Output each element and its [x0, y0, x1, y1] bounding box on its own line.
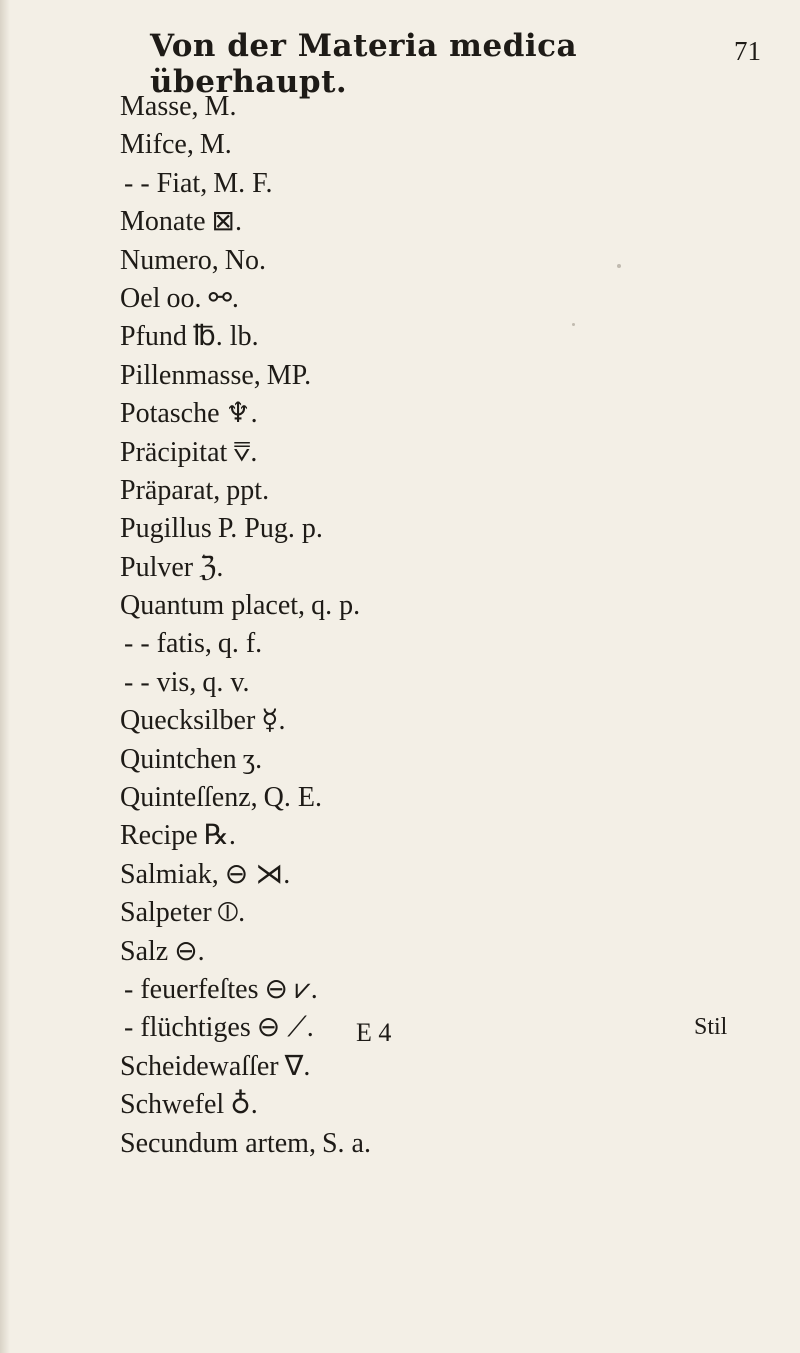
list-item: [120, 625, 720, 663]
list-item: [120, 971, 720, 1009]
entry-abbreviation: ʒ.: [242, 743, 263, 775]
list-item: [120, 357, 720, 395]
list-item: [120, 1125, 720, 1163]
list-item: [120, 741, 720, 779]
entry-term: Salpeter: [120, 897, 212, 929]
list-item: [120, 779, 720, 817]
entry-abbreviation: ⦶.: [217, 897, 246, 929]
list-item: [120, 318, 720, 356]
list-item: [120, 587, 720, 625]
list-item: [120, 203, 720, 241]
entry-abbreviation: ∇.: [284, 1050, 311, 1082]
entry-term: - - vis,: [124, 666, 197, 698]
page-number: 71: [734, 36, 761, 66]
abbreviation-list: [120, 88, 720, 1163]
entry-term: Potasche: [120, 398, 220, 430]
entry-term: Präparat,: [120, 474, 221, 506]
entry-term: Mifce,: [120, 129, 194, 161]
entry-term: Quintchen: [120, 743, 237, 775]
entry-term: Pfund: [120, 321, 187, 353]
entry-term: Pugillus: [120, 513, 212, 545]
entry-term: Pulver: [120, 551, 194, 583]
entry-term: Masse,: [120, 91, 199, 122]
list-item: [120, 242, 720, 280]
entry-term: Recipe: [120, 820, 198, 852]
list-item: [120, 894, 720, 932]
entry-abbreviation: ℨ.: [199, 551, 224, 583]
list-item: [120, 664, 720, 702]
list-item: [120, 933, 720, 971]
entry-term: Salmiak,: [120, 858, 219, 890]
entry-term: - feuerfeſtes: [124, 973, 259, 1005]
entry-abbreviation: oo. ⚯.: [166, 282, 239, 314]
ink-speck: [572, 323, 575, 326]
entry-term: Oel: [120, 282, 161, 314]
entry-abbreviation: ⊠.: [211, 206, 242, 238]
list-item: [120, 280, 720, 318]
entry-abbreviation: ♁.: [230, 1089, 258, 1121]
entry-abbreviation: ⊖ ⩗.: [264, 973, 318, 1005]
running-head: Von der Materia medica überhaupt.: [150, 28, 578, 100]
list-item: [120, 126, 720, 164]
entry-abbreviation: ⩢.: [233, 436, 258, 468]
signature-mark: E 4: [356, 1018, 392, 1047]
entry-abbreviation: P. Pug. p.: [217, 513, 323, 545]
list-item: [120, 472, 720, 510]
list-item: [120, 702, 720, 740]
list-item: [120, 395, 720, 433]
entry-abbreviation: ⊖.: [174, 935, 205, 967]
entry-term: Secundum artem,: [120, 1127, 316, 1159]
entry-term: Schwefel: [120, 1089, 225, 1121]
ink-speck: [617, 264, 621, 268]
entry-abbreviation: q. p.: [311, 590, 361, 622]
entry-abbreviation: M.: [204, 91, 237, 122]
entry-term: - flüchtiges: [124, 1012, 251, 1044]
entry-abbreviation: Q. E.: [263, 782, 322, 814]
list-item: [120, 434, 720, 472]
list-item: [120, 1086, 720, 1124]
entry-abbreviation: ppt.: [226, 474, 270, 506]
entry-abbreviation: M. F.: [213, 167, 273, 199]
entry-term: Salz: [120, 935, 169, 967]
entry-term: Quinteſſenz,: [120, 782, 258, 814]
entry-abbreviation: ♆.: [225, 398, 258, 430]
entry-term: Pillenmasse,: [120, 359, 261, 391]
entry-term: - - Fiat,: [124, 167, 208, 199]
list-item: [120, 88, 720, 126]
list-item: [120, 165, 720, 203]
entry-term: Quantum placet,: [120, 590, 306, 622]
entry-abbreviation: MP.: [266, 359, 312, 391]
entry-abbreviation: ☿.: [261, 705, 286, 737]
list-item: [120, 1009, 720, 1047]
entry-abbreviation: ℞.: [203, 820, 236, 852]
entry-abbreviation: M.: [199, 129, 232, 161]
page-binding-edge: [0, 0, 10, 1353]
catchword: Stil: [694, 1014, 728, 1040]
entry-term: Monate: [120, 206, 206, 238]
entry-abbreviation: ℔. lb.: [192, 321, 259, 353]
entry-abbreviation: S. a.: [321, 1127, 371, 1159]
list-item: [120, 549, 720, 587]
list-item: [120, 856, 720, 894]
entry-term: - - fatis,: [124, 628, 212, 660]
entry-abbreviation: ⊖ ⋊.: [224, 858, 291, 890]
entry-term: Numero,: [120, 244, 219, 276]
entry-term: Präcipitat: [120, 436, 228, 468]
list-item: [120, 817, 720, 855]
entry-abbreviation: No.: [224, 244, 266, 276]
entry-abbreviation: q. v.: [202, 666, 250, 698]
list-item: [120, 1048, 720, 1086]
list-item: [120, 510, 720, 548]
entry-abbreviation: ⊖ ⟋.: [256, 1012, 314, 1044]
entry-term: Quecksilber: [120, 705, 256, 737]
entry-term: Scheidewaſſer: [120, 1050, 279, 1082]
entry-abbreviation: q. f.: [217, 628, 263, 660]
